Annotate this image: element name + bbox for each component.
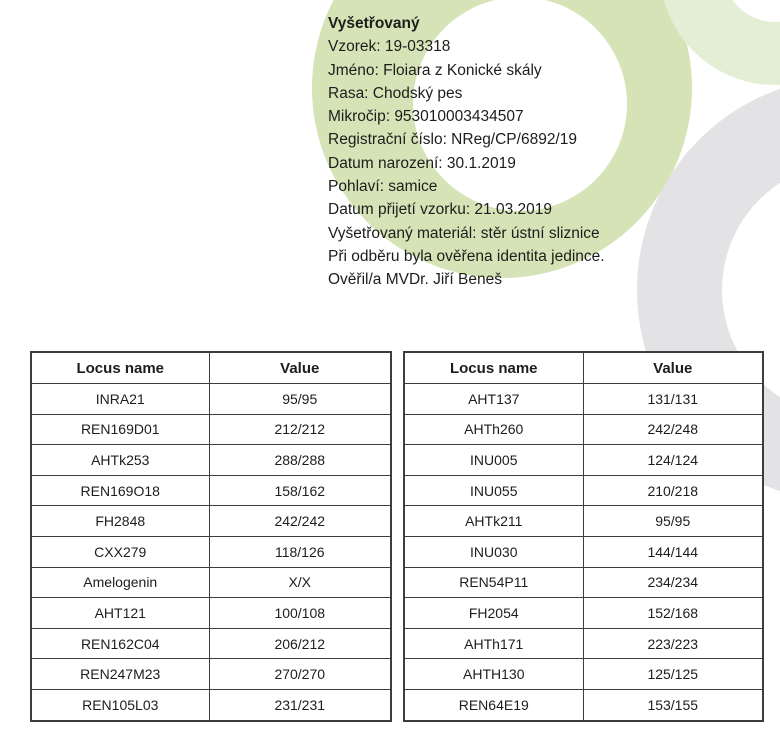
table-row [404,475,763,506]
locus-cell: AHTk253 [31,445,209,476]
table-row [31,506,391,537]
value-cell: 210/218 [583,475,763,506]
info-line-material: Vyšetřovaný materiál: stěr ústní sliznice [328,224,600,242]
value-cell: 206/212 [209,628,391,659]
locus-cell: AHT137 [404,384,583,415]
value-cell: 212/212 [209,414,391,445]
locus-cell: REN105L03 [31,689,209,720]
locus-cell: CXX279 [31,536,209,567]
value-cell: 223/223 [583,628,763,659]
info-line-verified-by: Ověřil/a MVDr. Jiří Beneš [328,271,502,289]
value-cell: 118/126 [209,536,391,567]
value-cell: 288/288 [209,445,391,476]
locus-cell: INU055 [404,475,583,506]
value-cell: 152/168 [583,598,763,629]
value-cell: 100/108 [209,598,391,629]
locus-table-left [30,351,392,722]
locus-cell: AHTh260 [404,414,583,445]
table-row [31,414,391,445]
table-row [404,567,763,598]
info-line-received-date: Datum přijetí vzorku: 21.03.2019 [328,201,553,219]
table-row [31,659,391,690]
value-cell: 153/155 [583,689,763,720]
locus-cell: AHT121 [31,598,209,629]
table-row [31,689,391,720]
table-row [404,536,763,567]
table-row [404,445,763,476]
locus-table-right [403,351,764,722]
info-title: Vyšetřovaný [328,15,420,32]
table-row [31,598,391,629]
value-cell: 125/125 [583,659,763,690]
locus-cell: INU030 [404,536,583,567]
locus-cell: INU005 [404,445,583,476]
info-line-sex: Pohlaví: samice [328,178,438,196]
table-row [404,598,763,629]
locus-cell: AHTh171 [404,628,583,659]
value-cell: 144/144 [583,536,763,567]
locus-cell: REN247M23 [31,659,209,690]
table-row [31,567,391,598]
locus-cell: INRA21 [31,384,209,415]
info-line-registration: Registrační číslo: NReg/CP/6892/19 [328,131,577,149]
table-row [404,659,763,690]
value-cell: 95/95 [583,506,763,537]
value-cell: 131/131 [583,384,763,415]
table-row [404,414,763,445]
locus-name-header: Locus name [31,352,209,384]
locus-cell: AHTH130 [404,659,583,690]
info-line-name: Jméno: Floiara z Konické skály [328,61,542,79]
locus-cell: FH2848 [31,506,209,537]
table-header-row [404,352,763,384]
value-cell: 242/242 [209,506,391,537]
info-line-breed: Rasa: Chodský pes [328,84,463,102]
value-cell: 95/95 [209,384,391,415]
value-cell: 231/231 [209,689,391,720]
value-cell: 124/124 [583,445,763,476]
locus-cell: REN162C04 [31,628,209,659]
value-cell: 242/248 [583,414,763,445]
table-header-row [31,352,391,384]
table-row [31,445,391,476]
locus-name-header: Locus name [404,352,583,384]
table-row [404,506,763,537]
table-row [31,384,391,415]
table-row [404,384,763,415]
value-header: Value [583,352,763,384]
locus-cell: REN64E19 [404,689,583,720]
value-header: Value [209,352,391,384]
specimen-info-block [328,12,605,292]
value-cell: X/X [209,567,391,598]
table-row [31,475,391,506]
info-line-sample: Vzorek: 19-03318 [328,38,451,56]
table-row [404,628,763,659]
table-row [404,689,763,720]
locus-cell: Amelogenin [31,567,209,598]
info-line-identity-note: Při odběru byla ověřena identita jedince. [328,247,605,265]
table-row [31,536,391,567]
table-row [31,628,391,659]
info-line-microchip: Mikročip: 953010003434507 [328,108,524,126]
locus-cell: AHTk211 [404,506,583,537]
info-line-birthdate: Datum narození: 30.1.2019 [328,154,516,172]
locus-cell: REN54P11 [404,567,583,598]
locus-cell: FH2054 [404,598,583,629]
locus-cell: REN169O18 [31,475,209,506]
value-cell: 234/234 [583,567,763,598]
locus-cell: REN169D01 [31,414,209,445]
value-cell: 158/162 [209,475,391,506]
value-cell: 270/270 [209,659,391,690]
